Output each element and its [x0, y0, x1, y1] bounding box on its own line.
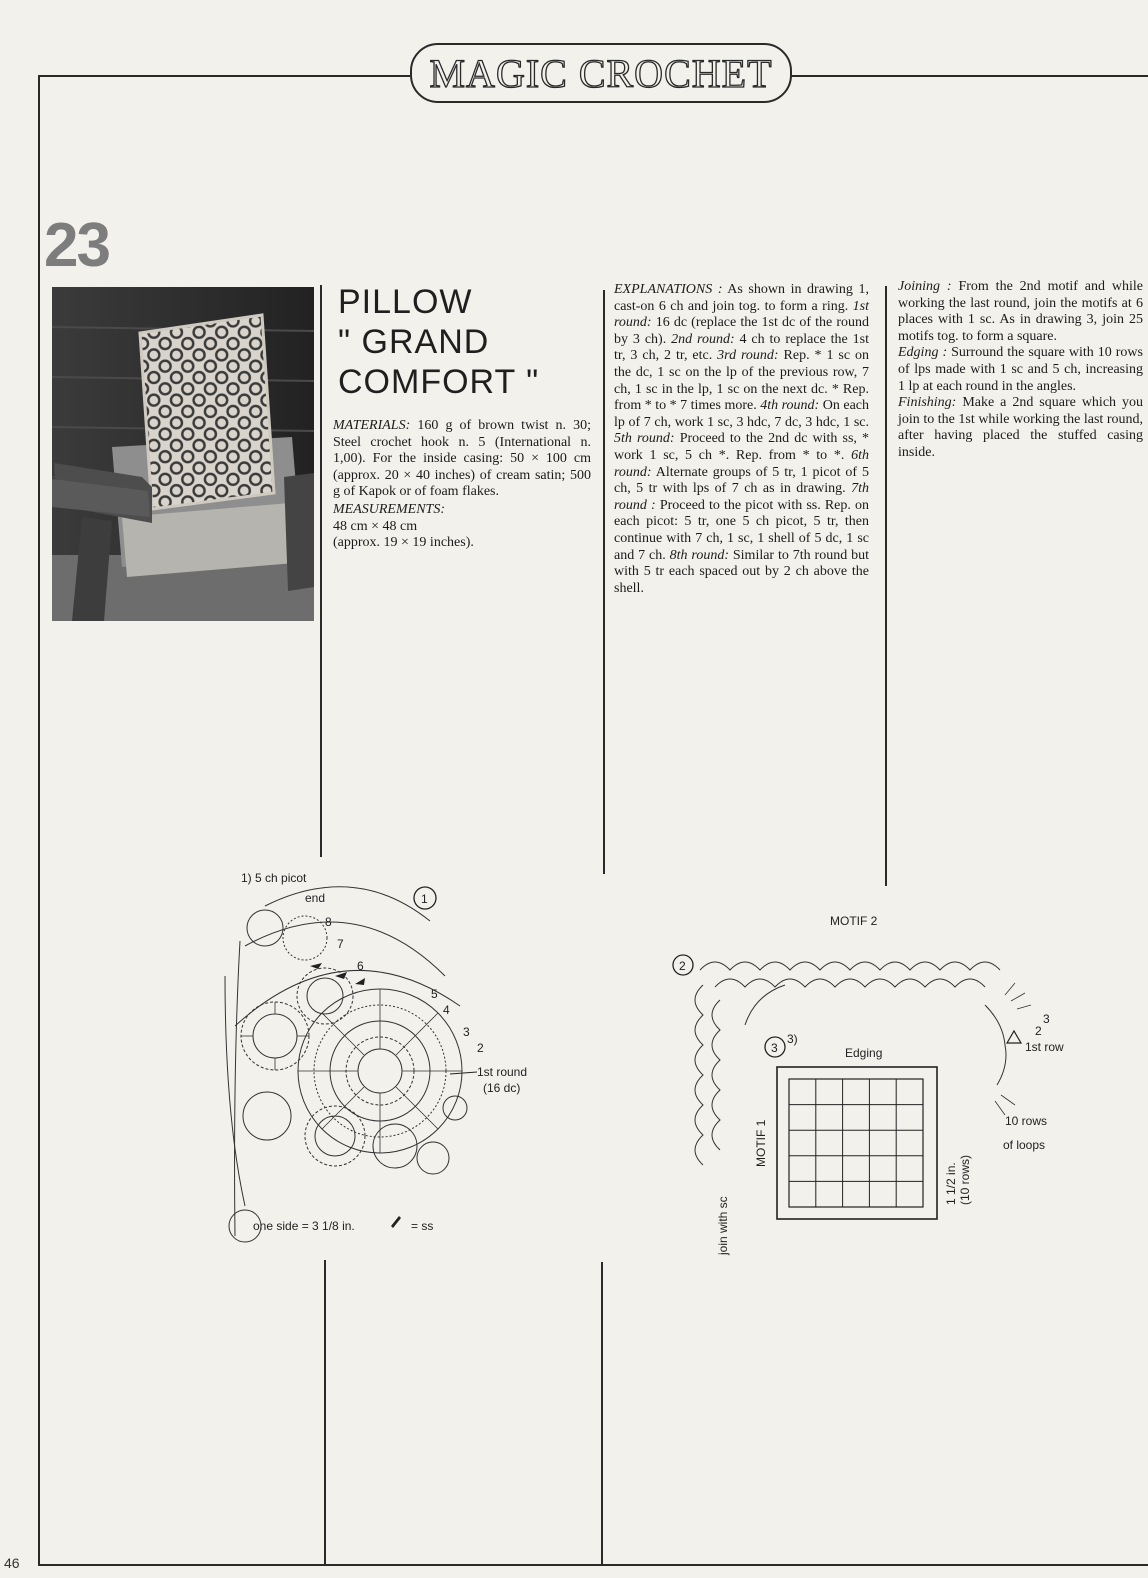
diagram-2-number: 2 [679, 959, 686, 973]
first-round-leader [450, 1072, 477, 1074]
round-mark-3: 3 [463, 1025, 470, 1039]
explanations-label: EXPLANATIONS : [614, 282, 723, 297]
column-rule-middle-lower [601, 1262, 603, 1564]
explanations-text-1: As shown in drawing 1, cast-on 6 ch and join tog. to form a ring. [614, 282, 869, 314]
title-line-3: COMFORT " [338, 363, 540, 401]
round-5-label: 5th round: [614, 431, 675, 447]
measurements-line-1: 48 cm × 48 cm [333, 518, 418, 534]
diagram-3-number: 3 [771, 1041, 778, 1055]
motif-grid [789, 1079, 923, 1207]
round-mark-2: 2 [477, 1041, 484, 1055]
round-mark-7: 7 [337, 937, 344, 951]
explanations-text-4: Rep. * 1 sc on the dc, 1 sc on the lp of the previous row, 7 ch, 1 sc in the lp, 1 sc on the next dc. * Rep. from * to * 7 times more. [614, 348, 870, 414]
pattern-number: 23 [44, 211, 109, 280]
round-6-label: 6th round: [614, 447, 869, 480]
explanations-paragraph [614, 282, 869, 597]
explanations-text-2: 16 dc (replace the 1st dc of the round by 3 ch). [614, 315, 869, 347]
title-line-1: PILLOW [338, 283, 473, 321]
finishing-text: Make a 2nd square which you join to the 1st while working the last round, after having placed the stuffed casing inside. [898, 395, 1143, 460]
round-7-label: 7th round : [614, 481, 869, 513]
explanations-text-7: Alternate groups of 5 tr, 1 picot of 5 ch, 5 tr with lps of 7 ch as in drawing. [614, 464, 869, 497]
motif-1-label: MOTIF 1 [754, 1119, 768, 1167]
explanations-section [614, 282, 869, 597]
pattern-title [338, 282, 600, 402]
finishing-label: Finishing: [898, 395, 957, 411]
title-line-2: " GRAND [338, 323, 490, 361]
ss-symbol-icon [391, 1216, 401, 1228]
measurements-line-2: (approx. 19 × 19 inches). [333, 535, 474, 551]
motif-grid-lines [789, 1079, 923, 1207]
materials-label: MATERIALS: [333, 418, 411, 433]
row-mark-2: 2 [1035, 1024, 1042, 1038]
edge-scallops [695, 962, 1006, 1165]
joining-label: Joining : [898, 279, 952, 294]
frame-top-left [38, 75, 410, 77]
joining-paragraph [898, 279, 1143, 345]
explanations-text-6: Proceed to the 2nd dc with ss, * work 1 sc, 5 ch *. Rep. from * to *. [614, 431, 869, 463]
edging-label: Edging [845, 1046, 883, 1060]
joining-text: From the 2nd motif and while working the last round, join the motifs at 6 places with 1 sc. As in drawing 3, join 25 motifs tog. to form a square. [898, 279, 1144, 344]
round-mark-4: 4 [443, 1003, 450, 1017]
column-rule-left-upper [320, 285, 322, 857]
pillow-photo-art [52, 287, 314, 621]
masthead [410, 43, 792, 103]
assembly-diagram [665, 905, 1105, 1265]
round-1-label: 1st round: [614, 298, 869, 331]
ss-legend: = ss [411, 1219, 434, 1233]
assembly-section [898, 279, 1143, 462]
column-rule-right [885, 286, 887, 886]
round-2-label: 2nd round: [671, 331, 735, 347]
rows-label: 10 rows [1005, 1114, 1048, 1128]
loops-label: of loops [1003, 1138, 1046, 1152]
join-with-sc-label: join with sc [716, 1196, 730, 1255]
finishing-paragraph [898, 395, 1143, 461]
explanations-text-5: On each lp of 7 ch, work 1 sc, 3 hdc, 7 dc, 3 hdc, 1 sc. [614, 398, 869, 430]
edging-text: Surround the square with 10 rows of lps made with 1 sc and 5 ch, increasing 1 lp at each round in the angles. [898, 345, 1143, 394]
edging-paragraph [898, 345, 1143, 395]
motif-stitch-rings [229, 910, 467, 1242]
round-mark-5: 5 [431, 987, 438, 1001]
magazine-title: MAGIC CROCHET [429, 50, 773, 96]
row-mark-3: 3 [1043, 1012, 1050, 1026]
round-3-label: 3rd round: [717, 348, 779, 364]
picot-label: 1) 5 ch picot [241, 871, 307, 885]
edging-outer-square [777, 1067, 937, 1219]
first-row-marker-icon [1007, 1031, 1021, 1043]
frame-top-right [790, 75, 1148, 77]
round-mark-8: 8 [325, 915, 332, 929]
end-label: end [305, 891, 326, 905]
measurements-paragraph [333, 502, 591, 519]
side-measure-label: one side = 3 1/8 in. [253, 1219, 355, 1233]
size-label: 1 1/2 in. [944, 1162, 958, 1205]
materials-text: 160 g of brown twist n. 30; Steel crochet hook n. 5 (International n. 1,00). For the inside casing: 50 × 100 cm (approx. 20 × 40 inches) of cream satin; 500 g of Kapok or of foam flakes. [333, 418, 591, 500]
round-8-label: 8th round: [669, 547, 729, 563]
column-rule-middle-upper [603, 290, 605, 874]
diagram-1-number: 1 [421, 892, 428, 906]
edging-label: Edging : [898, 345, 948, 361]
first-round-dc: (16 dc) [483, 1081, 521, 1095]
frame-bottom [38, 1564, 1148, 1566]
round-4-label: 4th round: [760, 398, 820, 414]
frame-left [38, 75, 40, 1565]
page-number: 46 [4, 1555, 20, 1571]
first-row-label: 1st row [1025, 1040, 1064, 1054]
materials-section [333, 418, 591, 552]
pillow-photo [52, 287, 314, 621]
size-rows-label: (10 rows) [958, 1154, 972, 1205]
first-round-label: 1st round [477, 1065, 528, 1079]
diagram-3-note: 3) [787, 1032, 798, 1046]
materials-paragraph [333, 418, 591, 501]
column-rule-left-lower [324, 1260, 326, 1564]
measurements-label: MEASUREMENTS: [333, 501, 445, 517]
explanations-text-3: 4 ch to replace the 1st tr, 3 ch, 2 tr, etc. [614, 331, 869, 364]
motif-2-label: MOTIF 2 [830, 914, 878, 928]
round-mark-6: 6 [357, 959, 364, 973]
explanations-text-9: Similar to 7th round but with 5 tr each spaced out by 2 ch above the shell. [614, 547, 869, 596]
motif-chart-diagram [205, 866, 565, 1256]
explanations-text-8: Proceed to the picot with ss. Rep. on each picot: 5 tr, one 5 ch picot, 5 tr, then continue with 7 ch, 1 sc, 1 shell of 5 dc, 1 sc and 7 ch. [614, 497, 869, 563]
